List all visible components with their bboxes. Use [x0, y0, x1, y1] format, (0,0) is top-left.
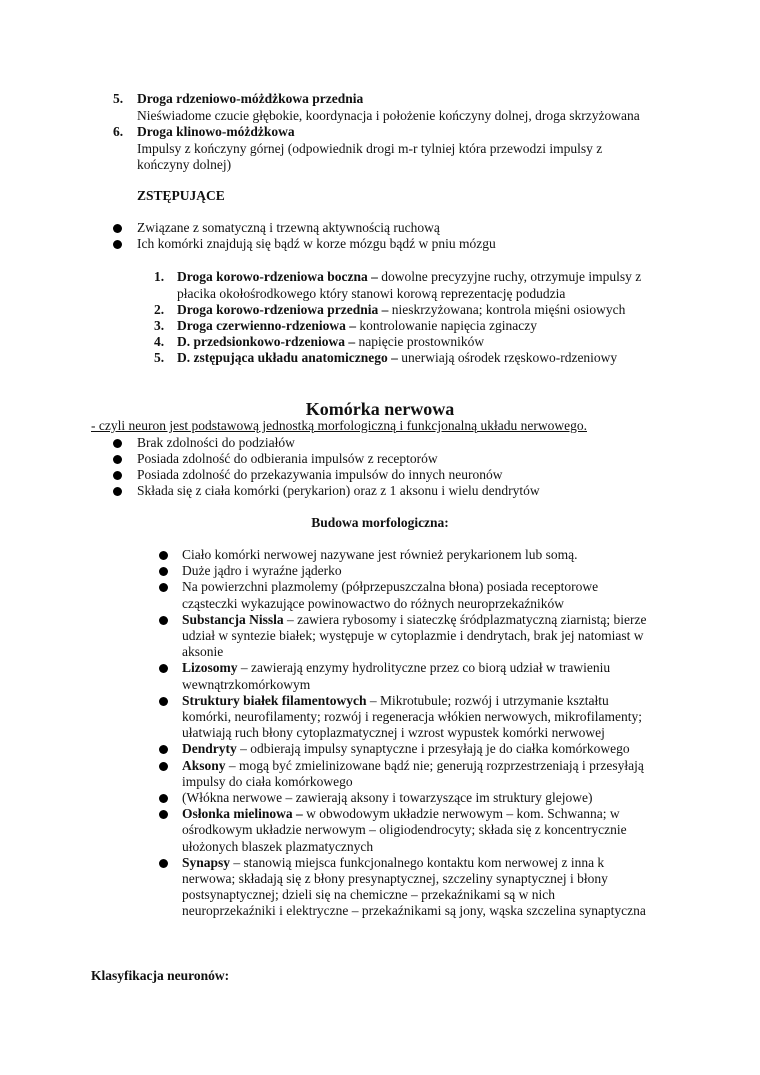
item-description: unerwiają ośrodek rzęskowo-rdzeniowy — [397, 350, 618, 365]
bullet-text — [182, 806, 627, 855]
term-bold: Struktury białek filamentowych — [182, 692, 367, 708]
text-line: – Mikrotubule; rozwój i utrzymanie kształtu — [366, 692, 609, 708]
term-bold: Dendryty — [182, 741, 237, 757]
bullet-icon — [159, 567, 168, 576]
bullet-icon — [159, 794, 168, 803]
text-line: ośrodkowym układzie nerwowym – oligiodendrocyty; składa się z koncentrycznie — [182, 822, 627, 838]
bullet-icon — [159, 697, 168, 706]
item-description: dowolne precyzyjne ruchy, otrzymuje impulsy z — [377, 269, 642, 284]
item-description: Nieświadome czucie głębokie, koordynacja i położenie kończyny dolnej, droga skrzyżowana — [137, 107, 640, 123]
bullet-text: Posiada zdolność do przekazywania impulsów do innych neuronów — [137, 467, 503, 482]
text-line: Duże jądro i wyraźne jąderko — [182, 563, 342, 579]
text-line: – mogą być zmielinizowane bądź nie; generują rozprzestrzeniają i przesyłają — [225, 757, 644, 773]
bullet-icon — [159, 583, 168, 592]
bullet-text — [182, 741, 630, 757]
item-number: 3. — [154, 318, 165, 333]
bullet-text — [182, 758, 644, 790]
bullet-icon — [159, 810, 168, 819]
bullet-text — [182, 579, 598, 611]
item-description: kontrolowanie napięcia zginaczy — [355, 318, 538, 333]
text-line: komórki, neurofilamenty; rozwój i regeneracja włókien nerwowych, mikrofilamenty; — [182, 709, 642, 724]
bullet-icon — [159, 551, 168, 560]
text-line: udział w syntezie białek; występuje w cytoplazmie i dendrytach, brak jej natomiast w — [182, 628, 644, 643]
term-bold: Lizosomy — [182, 660, 238, 676]
text-line: wewnątrzkomórkowym — [182, 676, 311, 692]
item-number: 5. — [113, 91, 124, 106]
bullet-icon — [113, 224, 122, 233]
item-description: napięcie prostowników — [355, 334, 485, 349]
bullet-text — [182, 693, 642, 742]
item-number: 6. — [113, 124, 124, 139]
bullet-icon — [159, 859, 168, 868]
bullet-icon — [113, 240, 122, 249]
text-line: Ciało komórki nerwowej nazywane jest również perykarionem lub somą. — [182, 547, 578, 562]
item-number: 1. — [154, 269, 165, 284]
bullet-text: Ich komórki znajdują się bądź w korze mózgu bądź w pniu mózgu — [137, 236, 496, 251]
bullet-icon — [159, 762, 168, 771]
term-bold: Substancja Nissla — [182, 611, 284, 627]
bullet-text: Związane z somatyczną i trzewną aktywnością ruchową — [137, 220, 440, 235]
item-number: 2. — [154, 302, 165, 317]
classification-heading: Klasyfikacja neuronów: — [91, 968, 230, 983]
term-bold: Aksony — [182, 757, 226, 773]
bullet-icon — [113, 455, 122, 464]
text-line: nerwowa; składają się z błony presynaptycznej, szczeliny synaptycznej i błony — [182, 871, 608, 886]
item-description-cont: płacika okołośrodkowego który stanowi korową reprezentację podudzia — [177, 285, 566, 301]
text-line: neuroprzekaźniki i elektryczne – przekaźnikami są jony, wąska szczelina synaptyczna — [182, 903, 646, 919]
text-line: – zawierają enzymy hydrolityczne przez co biorą udział w trawieniu — [237, 660, 611, 676]
item-title: Droga rdzeniowo-móżdżkowa przednia — [137, 91, 364, 106]
text-line: aksonie — [182, 644, 224, 660]
text-line: cząsteczki wykazujące powinowactwo do różnych neuroprzekaźników — [182, 595, 564, 611]
item-title: Droga korowo-rdzeniowa przednia – — [177, 302, 389, 317]
neuron-intro: - czyli neuron jest podstawową jednostką morfologiczną i funkcjonalną układu nerwowego. — [91, 418, 587, 433]
bullet-text — [182, 790, 592, 806]
bullet-text — [182, 547, 578, 563]
item-description-cont: kończyny dolnej) — [137, 157, 232, 172]
text-line: – zawiera rybosomy i siateczkę śródplazmatyczną ziarnistą; bierze — [283, 611, 647, 627]
item-number: 5. — [154, 350, 165, 365]
item-number: 4. — [154, 334, 165, 349]
item-title: D. zstępująca układu anatomicznego – — [177, 350, 398, 365]
bullet-icon — [159, 745, 168, 754]
text-line: – stanowią miejsca funkcjonalnego kontaktu kom nerwowej z inna k — [230, 854, 605, 870]
section-title: Komórka nerwowa — [305, 399, 455, 419]
bullet-text — [182, 612, 647, 661]
bullet-icon — [159, 616, 168, 625]
item-title: Droga klinowo-móżdżkowa — [137, 124, 295, 139]
item-title: Droga czerwienno-rdzeniowa – — [177, 318, 356, 333]
text-line: w obwodowym układzie nerwowym – kom. Schwanna; w — [302, 806, 620, 822]
text-line: ułożonych blaszek plazmatycznych — [182, 838, 374, 854]
bullet-icon — [159, 664, 168, 673]
bullet-text — [182, 660, 610, 692]
bullet-text — [182, 855, 646, 920]
descending-heading: ZSTĘPUJĄCE — [137, 188, 225, 203]
term-bold: Synapsy — [182, 854, 231, 870]
text-line: – odbierają impulsy synaptyczne i przesyłają je do ciałka komórkowego — [236, 741, 630, 757]
text-line: (Włókna nerwowe – zawierają aksony i towarzyszące im struktury glejowe) — [182, 790, 593, 805]
text-line: ułatwiają ruch błony cytoplazmatycznej i wzrost wypustek komórki nerwowej — [182, 725, 605, 741]
bullet-text: Posiada zdolność do odbierania impulsów z receptorów — [137, 451, 438, 466]
text-line: postsynaptycznej; dzieli się na chemiczne – przekaźnikami są w nich — [182, 887, 555, 903]
bullet-text: Składa się z ciała komórki (perykarion) oraz z 1 aksonu i wielu dendrytów — [137, 483, 540, 498]
item-title: Droga korowo-rdzeniowa boczna – — [177, 269, 378, 284]
term-bold: Osłonka mielinowa – — [182, 806, 303, 822]
morphology-heading: Budowa morfologiczna: — [311, 515, 449, 530]
text-line: Na powierzchni plazmolemy (półprzepuszczalna błona) posiada receptorowe — [182, 579, 599, 595]
bullet-text: Brak zdolności do podziałów — [137, 435, 295, 450]
item-description: nieskrzyżowana; kontrola mięśni osiowych — [388, 302, 626, 317]
bullet-icon — [113, 439, 122, 448]
bullet-icon — [113, 487, 122, 496]
item-title: D. przedsionkowo-rdzeniowa – — [177, 334, 356, 349]
bullet-icon — [113, 471, 122, 480]
item-description: Impulsy z kończyny górnej (odpowiednik drogi m-r tylniej która przewodzi impulsy z — [137, 140, 603, 156]
bullet-text — [182, 563, 342, 579]
text-line: impulsy do ciała komórkowego — [182, 773, 353, 789]
